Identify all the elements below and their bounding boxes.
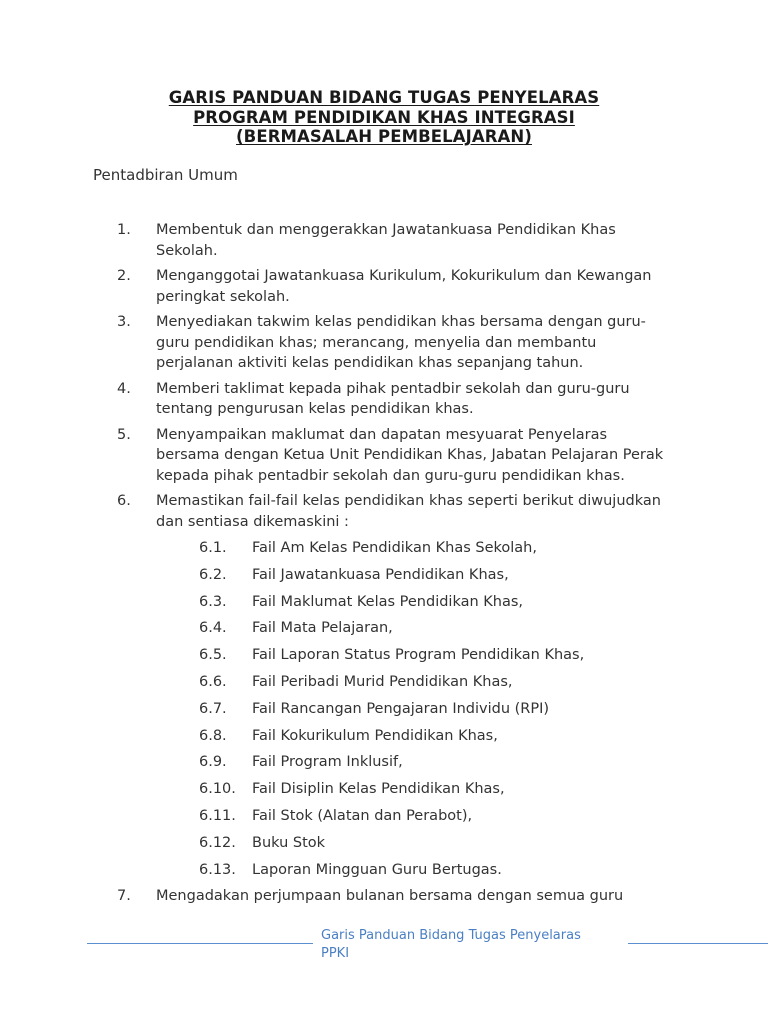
sublist-item-text: Fail Maklumat Kelas Pendidikan Khas,: [252, 593, 524, 610]
list-item: [0, 379, 768, 420]
footer-line-2: PPKI: [321, 946, 350, 961]
sublist-item-number: 6.13.: [199, 861, 236, 878]
footer-rule-right: [628, 943, 768, 944]
sublist-item: [0, 860, 768, 881]
sublist-item-number: 6.8.: [199, 727, 227, 744]
sublist-item-number: 6.6.: [199, 673, 227, 690]
sublist-item-text: Fail Program Inklusif,: [252, 754, 403, 771]
list-item: [0, 312, 768, 374]
list-item: [0, 220, 768, 261]
sublist-item-number: 6.9.: [199, 754, 227, 771]
sublist-item-number: 6.11.: [199, 807, 236, 824]
sublist-item-text: Laporan Mingguan Guru Bertugas.: [252, 861, 502, 878]
sublist-item-text: Fail Mata Pelajaran,: [252, 620, 393, 637]
title-line-1: GARIS PANDUAN BIDANG TUGAS PENYELARAS: [168, 88, 600, 107]
duties-list: [0, 220, 768, 912]
footer-rule-left: [87, 943, 313, 944]
sublist-item: [0, 806, 768, 827]
sublist-item: [0, 592, 768, 613]
title-line-3: (BERMASALAH PEMBELAJARAN): [236, 127, 532, 146]
footer-text: [321, 927, 621, 963]
sublist-item: [0, 699, 768, 720]
list-item: [0, 425, 768, 487]
sublist-item: [0, 538, 768, 559]
title-line-2: PROGRAM PENDIDIKAN KHAS INTEGRASI: [193, 107, 575, 127]
sublist-item-number: 6.3.: [199, 593, 227, 610]
sublist-item-text: Fail Rancangan Pengajaran Individu (RPI): [252, 700, 550, 717]
list-item-number: 7.: [117, 888, 131, 905]
page-footer: [0, 927, 768, 967]
list-item: [0, 266, 768, 307]
footer-line-1: Garis Panduan Bidang Tugas Penyelaras: [321, 928, 581, 943]
list-item-text: Mengadakan perjumpaan bulanan bersama dengan semua guru: [156, 888, 624, 905]
list-item-number: 6.: [117, 493, 131, 509]
sublist-item-number: 6.2.: [199, 566, 227, 583]
sublist-item-text: Buku Stok: [252, 834, 326, 851]
sublist-item: [0, 672, 768, 693]
list-item-number: 3.: [117, 314, 131, 330]
document-title: [0, 88, 768, 147]
list-item-text: Menyediakan takwim kelas pendidikan khas bersama dengan guru-guru pendidikan khas; merancang, menyelia dan membantu perjalanan aktiviti kelas pendidikan khas sepanjang tahun.: [156, 314, 646, 371]
sublist-item-text: Fail Disiplin Kelas Pendidikan Khas,: [252, 781, 505, 798]
list-item-text: Memberi taklimat kepada pihak pentadbir sekolah dan guru-guru tentang pengurusan kelas pendidikan khas.: [156, 380, 630, 417]
list-item-number: 1.: [117, 222, 131, 238]
list-item-text: Membentuk dan menggerakkan Jawatankuasa Pendidikan Khas Sekolah.: [156, 222, 616, 259]
file-sublist: [0, 538, 768, 880]
list-item-number: 5.: [117, 426, 131, 443]
sublist-item-text: Fail Peribadi Murid Pendidikan Khas,: [252, 673, 513, 690]
sublist-item-number: 6.1.: [199, 540, 227, 556]
list-item-text: Menganggotai Jawatankuasa Kurikulum, Kokurikulum dan Kewangan peringkat sekolah.: [156, 268, 666, 305]
sublist-item: [0, 779, 768, 800]
sublist-item: [0, 565, 768, 586]
sublist-item-number: 6.10.: [199, 781, 236, 798]
sublist-item: [0, 752, 768, 773]
sublist-item-text: Fail Kokurikulum Pendidikan Khas,: [252, 727, 498, 744]
sublist-item: [0, 618, 768, 639]
sublist-item-text: Fail Laporan Status Program Pendidikan Khas,: [252, 647, 585, 664]
list-item: [0, 886, 768, 907]
sublist-item: [0, 645, 768, 666]
sublist-item-text: Fail Jawatankuasa Pendidikan Khas,: [252, 566, 509, 583]
sublist-item: [0, 833, 768, 854]
section-heading: Pentadbiran Umum: [93, 166, 238, 184]
list-item-number: 4.: [117, 380, 131, 397]
list-item: [0, 491, 768, 532]
sublist-item-text: Fail Stok (Alatan dan Perabot),: [252, 807, 473, 824]
sublist-item-number: 6.4.: [199, 620, 227, 637]
list-item-number: 2.: [117, 268, 131, 284]
sublist-item: [0, 726, 768, 747]
sublist-item-number: 6.7.: [199, 700, 227, 717]
sublist-item-text: Fail Am Kelas Pendidikan Khas Sekolah,: [252, 540, 537, 556]
sublist-item-number: 6.12.: [199, 834, 236, 851]
list-item-text: Memastikan fail-fail kelas pendidikan khas seperti berikut diwujudkan dan sentiasa dikemaskini :: [156, 493, 661, 530]
list-item-text: Menyampaikan maklumat dan dapatan mesyuarat Penyelaras bersama dengan Ketua Unit Pendidikan Khas, Jabatan Pelajaran Perak kepada pihak pentadbir sekolah dan guru-guru pendidikan khas.: [156, 426, 664, 484]
sublist-item-number: 6.5.: [199, 647, 227, 664]
